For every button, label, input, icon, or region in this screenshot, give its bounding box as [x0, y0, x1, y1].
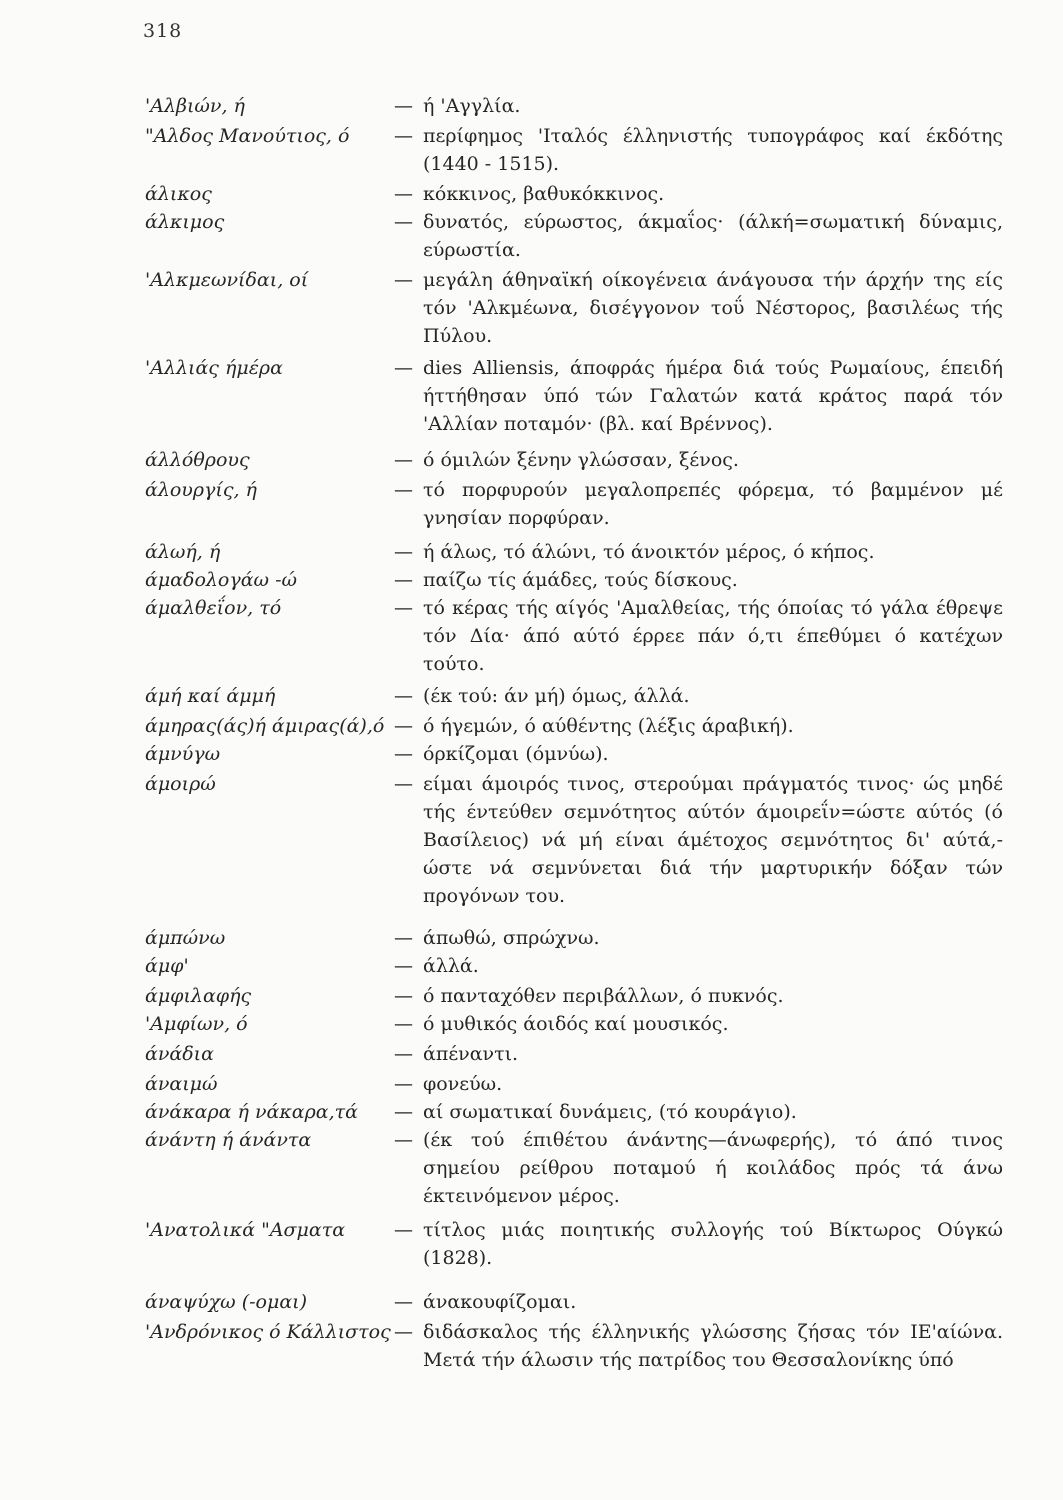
entry-definition: ή άλως, τό άλώνι, τό άνοικτόν μέρος, ό κήπος.	[423, 541, 875, 563]
entry-term: άμαδολογάω -ώ	[145, 569, 297, 591]
entry-term: άναιμώ	[145, 1073, 218, 1095]
entry-dash: —	[394, 569, 413, 591]
entry-definition: αί σωματικαί δυνάμεις, (τό κουράγιο).	[423, 1101, 797, 1123]
entry-term: άμφιλαφής	[145, 985, 252, 1007]
entry-definition: dies Alliensis, άποφράς ήμέρα διά τούς Ρωμαίους, έπειδή ήττήθησαν ύπό τών Γαλατών κατά κράτος παρά τόν 'Αλλίαν ποταμόν· (βλ. καί Βρέννος).	[423, 357, 1003, 435]
entry-definition: τίτλος μιάς ποιητικής συλλογής τού Βίκτωρος Ούγκώ (1828).	[423, 1219, 1003, 1269]
entry-term: 'Αλκμεωνίδαι, οί	[145, 269, 309, 291]
entry-dash: —	[394, 985, 413, 1007]
entry-dash: —	[394, 685, 413, 707]
entry-definition: περίφημος 'Ιταλός έλληνιστής τυπογράφος καί έκδότης (1440 - 1515).	[423, 125, 1003, 175]
entry-definition: δυνατός, εύρωστος, άκμαΐος· (άλκή=σωματική δύναμις, εύρωστία.	[423, 211, 1003, 261]
entry-dash: —	[394, 95, 413, 117]
entry-definition: όρκίζομαι (όμνύω).	[423, 743, 609, 765]
entry-dash: —	[394, 715, 413, 737]
entry-definition: (έκ τού έπιθέτου άνάντης—άνωφερής), τό άπό τινος σημείου ρείθρου ποταμού ή κοιλάδος πρός τά άνω έκτεινόμενον μέρος.	[423, 1129, 1003, 1207]
entry-term: άλκιμος	[145, 211, 225, 233]
entry-term: άμνύγω	[145, 743, 221, 765]
entry-definition: τό πορφυρούν μεγαλοπρεπές φόρεμα, τό βαμμένον μέ γνησίαν πορφύραν.	[423, 479, 1003, 529]
entry-definition: παίζω τίς άμάδες, τούς δίσκους.	[423, 569, 738, 591]
entry-term: άμαλθεΐον, τό	[145, 597, 282, 619]
entry-term: άλουργίς, ή	[145, 479, 257, 501]
entry-dash: —	[394, 1043, 413, 1065]
entry-term: άνάντη ή άνάντα	[145, 1129, 312, 1151]
entry-definition: είμαι άμοιρός τινος, στερούμαι πράγματός τινος· ώς μηδέ τής έντεύθεν σεμνότητος αύτόν άμοιρεΐν=ώστε αύτός (ό Βασίλειος) νά μή είναι άμέτοχος σεμνότητος δι' αύτά,-ώστε νά σεμνύνεται διά τήν μαρτυρικήν δόξαν τών προγόνων του.	[423, 773, 1003, 907]
entry-dash: —	[394, 1101, 413, 1123]
entry-dash: —	[394, 743, 413, 765]
entry-term: άνάκαρα ή νάκαρα,τά	[145, 1101, 359, 1123]
entry-term: άλικος	[145, 183, 212, 205]
entry-definition: κόκκινος, βαθυκόκκινος.	[423, 183, 665, 205]
entry-definition: τό κέρας τής αίγός 'Αμαλθείας, τής όποίας τό γάλα έθρεψε τόν Δία· άπό αύτό έρρεε πάν ό,τι έπεθύμει ό κατέχων τούτο.	[423, 597, 1003, 675]
entry-term: άλωή, ή	[145, 541, 221, 563]
entry-term: άνάδια	[145, 1043, 214, 1065]
entry-term: άμφ'	[145, 955, 189, 977]
entry-term: 'Ανδρόνικος ό Κάλλιστος	[145, 1321, 391, 1343]
entry-dash: —	[394, 1321, 413, 1343]
entry-term: άναψύχω (-ομαι)	[145, 1291, 308, 1313]
entry-definition: διδάσκαλος τής έλληνικής γλώσσης ζήσας τόν ΙΕ'αίώνα. Μετά τήν άλωσιν τής πατρίδος του Θεσσαλονίκης ύπό	[423, 1321, 1003, 1371]
entry-definition: άπωθώ, σπρώχνω.	[423, 927, 600, 949]
entry-dash: —	[394, 183, 413, 205]
page-number: 318	[143, 20, 183, 42]
entry-term: άμοιρώ	[145, 773, 216, 795]
entry-dash: —	[394, 1013, 413, 1035]
entry-term: άμή καί άμμή	[145, 685, 276, 707]
entry-dash: —	[394, 1073, 413, 1095]
entry-dash: —	[394, 269, 413, 291]
entry-definition: άνακουφίζομαι.	[423, 1291, 577, 1313]
entry-dash: —	[394, 211, 413, 233]
entry-definition: ή 'Αγγλία.	[423, 95, 521, 117]
entry-term: 'Αλλιάς ήμέρα	[145, 357, 283, 379]
entry-definition: (έκ τού: άν μή) όμως, άλλά.	[423, 685, 690, 707]
entry-term: άμπώνω	[145, 927, 226, 949]
entry-term: "Αλδος Μανούτιος, ό	[145, 125, 350, 147]
entry-dash: —	[394, 541, 413, 563]
entry-definition: άπέναντι.	[423, 1043, 519, 1065]
entry-dash: —	[394, 357, 413, 379]
entry-definition: φονεύω.	[423, 1073, 503, 1095]
entry-definition: άλλά.	[423, 955, 479, 977]
entry-dash: —	[394, 597, 413, 619]
entry-definition: μεγάλη άθηναϊκή οίκογένεια άνάγουσα τήν άρχήν της είς τόν 'Αλκμέωνα, δισέγγονον τοΰ Νέστορος, βασιλέως τής Πύλου.	[423, 269, 1003, 347]
entry-dash: —	[394, 1129, 413, 1151]
entry-definition: ό ήγεμών, ό αύθέντης (λέξις άραβική).	[423, 715, 794, 737]
entry-term: άμηρας(άς)ή άμιρας(ά),ό	[145, 715, 385, 737]
entry-dash: —	[394, 1219, 413, 1241]
entry-dash: —	[394, 125, 413, 147]
entry-term: άλλόθρους	[145, 449, 250, 471]
entry-term: 'Ανατολικά "Ασματα	[145, 1219, 346, 1241]
entry-dash: —	[394, 927, 413, 949]
entry-definition: ό όμιλών ξένην γλώσσαν, ξένος.	[423, 449, 739, 471]
entry-definition: ό μυθικός άοιδός καί μουσικός.	[423, 1013, 729, 1035]
entry-dash: —	[394, 955, 413, 977]
entry-dash: —	[394, 449, 413, 471]
entry-dash: —	[394, 479, 413, 501]
entry-term: 'Αμφίων, ό	[145, 1013, 248, 1035]
entry-definition: ό πανταχόθεν περιβάλλων, ό πυκνός.	[423, 985, 784, 1007]
entry-term: 'Αλβιών, ή	[145, 95, 245, 117]
entry-dash: —	[394, 773, 413, 795]
entry-dash: —	[394, 1291, 413, 1313]
